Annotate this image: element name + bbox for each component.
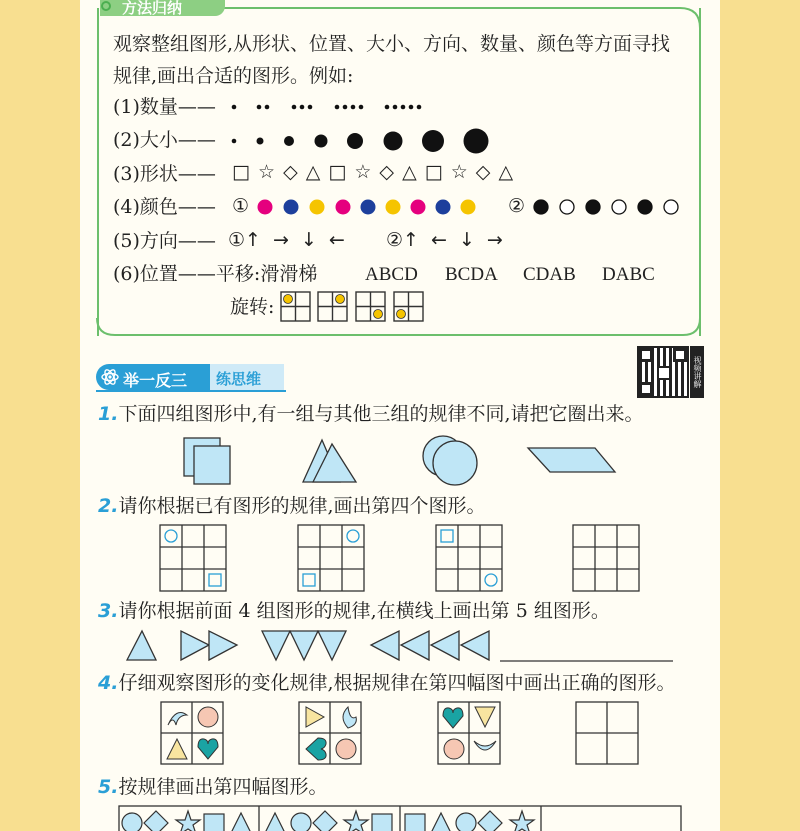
row-size-label: (2)大小——: [113, 129, 216, 151]
question-3-number: 3.: [98, 600, 119, 622]
row-direction-seq1: ①↑ → ↓ ←: [228, 229, 345, 251]
leaf-icon: [100, 0, 114, 14]
q2-grids: [159, 524, 659, 594]
q3-shapes: [125, 628, 685, 664]
row-direction-label: (5)方向——: [113, 230, 216, 252]
q1-shapes: [180, 432, 640, 488]
practice-underline: [96, 390, 286, 392]
rotation-grids: [280, 291, 430, 323]
q4-grids: [160, 701, 660, 767]
qr-label: 视频讲解: [690, 346, 704, 398]
question-4: [98, 674, 676, 693]
question-3-text: 请你根据前面 4 组图形的规律,在横线上画出第 5 组图形。: [118, 600, 610, 622]
position-word-1: ABCD: [365, 264, 418, 285]
row-quantity-label: (1)数量——: [113, 96, 216, 118]
position-word-2: BCDA: [445, 264, 498, 285]
row-shape-sequence: □ ☆ ◇ △ □ ☆ ◇ △ □ ☆ ◇ △: [232, 161, 515, 183]
method-intro-line1: 观察整组图形,从形状、位置、大小、方向、数量、颜色等方面寻找: [113, 33, 671, 55]
quantity-dots: [230, 103, 450, 113]
question-5: [98, 778, 327, 797]
question-1-text: 下面四组图形中,有一组与其他三组的规律不同,请把它圈出来。: [118, 403, 644, 425]
size-dots: [230, 127, 490, 157]
worksheet-page: [80, 0, 720, 831]
row-color-label: (4)颜色——: [113, 196, 216, 218]
color-dots-1: [256, 198, 476, 218]
question-4-number: 4.: [98, 672, 119, 694]
atom-icon: [100, 367, 120, 387]
position-word-3: CDAB: [523, 264, 576, 285]
question-1-number: 1.: [98, 403, 119, 425]
qr-code[interactable]: [637, 346, 689, 398]
question-2-number: 2.: [98, 495, 119, 517]
row-shape-label: (3)形状——: [113, 163, 216, 185]
row-color-num2: ②: [508, 195, 526, 217]
method-intro-line2: 规律,画出合适的图形。例如:: [113, 65, 354, 87]
question-3: [98, 602, 610, 621]
question-1: [98, 405, 644, 424]
question-5-text: 按规律画出第四幅图形。: [118, 776, 328, 798]
row-position-label: (6)位置——平移:滑滑梯: [113, 263, 318, 285]
row-rotate-label: 旋转:: [230, 296, 275, 318]
question-5-number: 5.: [98, 776, 119, 798]
method-tag: [100, 0, 225, 16]
method-tag-label: 方法归纳: [122, 0, 183, 17]
position-word-4: DABC: [602, 264, 655, 285]
question-2-text: 请你根据已有图形的规律,画出第四个图形。: [118, 495, 486, 517]
practice-tag-left: 举一反三: [123, 371, 188, 390]
q5-strip: [118, 805, 688, 831]
row-direction-seq2: ②↑ ← ↓ →: [386, 229, 503, 251]
question-2: [98, 497, 486, 516]
color-dots-2: [532, 198, 682, 218]
row-color-num1: ①: [232, 195, 250, 217]
practice-tag-right: 练思维: [216, 370, 262, 388]
question-4-text: 仔细观察图形的变化规律,根据规律在第四幅图中画出正确的图形。: [118, 672, 676, 694]
